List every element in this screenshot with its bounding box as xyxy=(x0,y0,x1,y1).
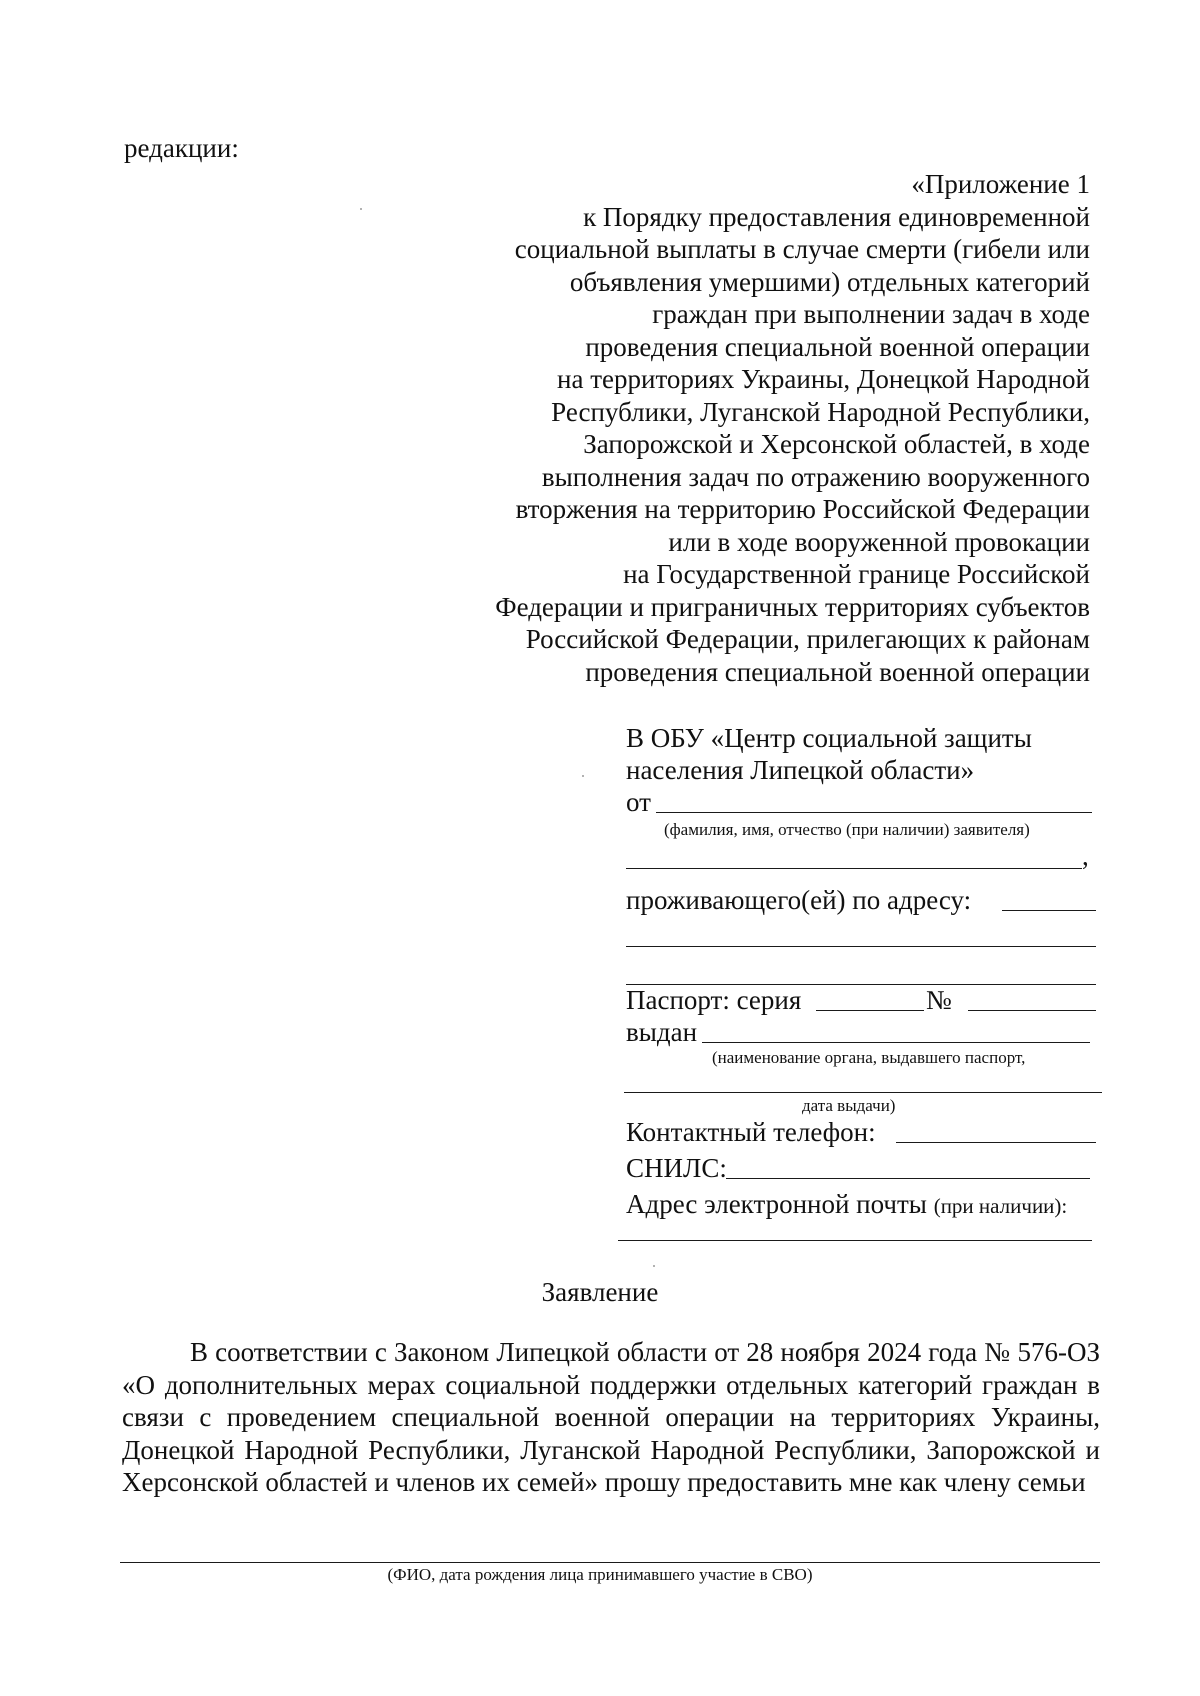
phone-field[interactable] xyxy=(896,1142,1096,1143)
appendix-line: вторжения на территорию Российской Федерации xyxy=(515,494,1090,524)
scan-speck xyxy=(653,1265,655,1267)
participant-caption: (ФИО, дата рождения лица принимавшего участие в СВО) xyxy=(387,1565,813,1584)
addressee-line-1: В ОБУ «Центр социальной защиты xyxy=(626,723,1032,753)
appendix-line: Республики, Луганской Народной Республики, xyxy=(551,396,1090,427)
appendix-line: «Приложение 1 xyxy=(911,169,1090,199)
participant-name-field[interactable] xyxy=(120,1562,1100,1563)
phone-label: Контактный телефон: xyxy=(626,1117,876,1147)
document-title: Заявление xyxy=(541,1277,659,1307)
email-label: Адрес электронной почты xyxy=(626,1189,927,1219)
appendix-line: Российской Федерации, прилегающих к районам xyxy=(525,624,1090,654)
scan-speck xyxy=(360,208,362,210)
address-field-line-2[interactable] xyxy=(626,946,1096,947)
issued-by-field[interactable] xyxy=(702,1042,1090,1043)
issue-date-caption: дата выдачи) xyxy=(802,1096,896,1115)
appendix-line: проведения специальной военной операции xyxy=(585,656,1090,687)
fio-caption: (фамилия, имя, отчество (при наличии) заявителя) xyxy=(664,820,1030,839)
passport-series-label: Паспорт: серия xyxy=(626,985,802,1015)
snils-label: СНИЛС: xyxy=(626,1153,727,1183)
application-body: В соответствии с Законом Липецкой области от 28 ноября 2024 года № 576-ОЗ «О дополнительных мерах социальной поддержки отдельных категорий граждан в связи с проведением специальной военной операции на территориях Украины, Донецкой Народной Республики, Луганской Народной Республики, Запорожской и Херсонской областей и членов их семей» прошу предоставить мне как члену семьи xyxy=(122,1337,1100,1498)
appendix-line: выполнения задач по отражению вооруженного xyxy=(541,461,1090,492)
appendix-line: на территориях Украины, Донецкой Народной xyxy=(557,364,1090,394)
appendix-line: Федерации и приграничных территориях субъектов xyxy=(495,591,1090,622)
issued-by-field-line-2[interactable] xyxy=(624,1092,1102,1093)
issuer-caption: (наименование органа, выдавшего паспорт, xyxy=(712,1048,1026,1067)
email-note: (при наличии): xyxy=(933,1194,1068,1218)
appendix-line: на Государственной границе Российской xyxy=(623,559,1090,589)
issued-label: выдан xyxy=(626,1017,698,1047)
scan-speck xyxy=(582,775,584,777)
snils-field[interactable] xyxy=(726,1178,1090,1179)
passport-number-label: № xyxy=(926,985,952,1015)
appendix-line: или в ходе вооруженной провокации xyxy=(668,526,1090,557)
appendix-line: к Порядку предоставления единовременной xyxy=(583,201,1090,232)
applicant-name-field[interactable] xyxy=(656,812,1092,813)
address-label: проживающего(ей) по адресу: xyxy=(626,885,972,915)
from-label: от xyxy=(626,787,651,817)
appendix-line: граждан при выполнении задач в ходе xyxy=(652,299,1090,329)
email-field[interactable] xyxy=(618,1240,1092,1241)
address-field[interactable] xyxy=(1002,910,1096,911)
passport-series-field[interactable] xyxy=(816,1010,924,1011)
passport-number-field[interactable] xyxy=(968,1010,1096,1011)
appendix-line: объявления умершими) отдельных категорий xyxy=(569,266,1090,297)
addressee-line-2: населения Липецкой области» xyxy=(626,755,975,785)
appendix-line: проведения специальной военной операции xyxy=(585,331,1090,362)
appendix-line: социальной выплаты в случае смерти (гибели или xyxy=(514,234,1090,264)
applicant-name-field-cont[interactable] xyxy=(626,868,1082,869)
email-label-row xyxy=(626,1188,1067,1220)
appendix-heading xyxy=(410,168,1090,688)
comma: , xyxy=(1082,841,1089,871)
appendix-line: Запорожской и Херсонской областей, в ходе xyxy=(583,429,1090,459)
intro-text: редакции: xyxy=(124,133,239,163)
